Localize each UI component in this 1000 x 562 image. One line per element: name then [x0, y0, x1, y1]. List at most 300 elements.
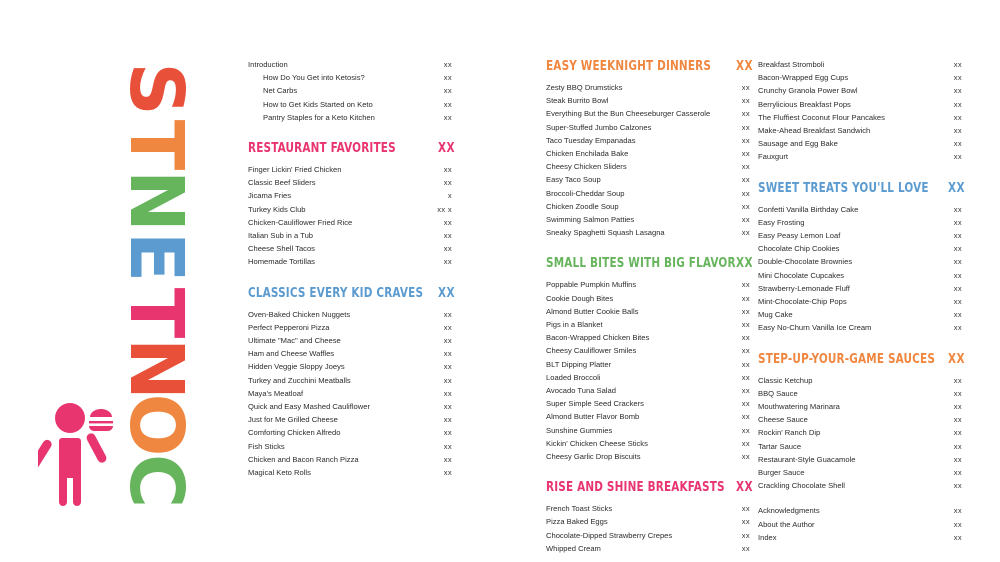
- toc-entry[interactable]: [546, 213, 750, 226]
- toc-entry-title: Just for Me Grilled Cheese: [248, 415, 338, 425]
- toc-entry-page-number: xx: [741, 425, 750, 435]
- toc-entry[interactable]: [546, 107, 750, 120]
- toc-entry[interactable]: [758, 531, 962, 544]
- toc-entry-page-number: xx: [953, 60, 962, 69]
- toc-entry-title: Turkey and Zucchini Meatballs: [248, 375, 351, 385]
- toc-entry[interactable]: [546, 173, 750, 186]
- toc-entry-title: Easy Frosting: [758, 217, 805, 227]
- toc-entry-title: Jicama Fries: [248, 191, 292, 201]
- toc-entry[interactable]: [758, 426, 962, 439]
- toc-entry[interactable]: [546, 371, 750, 384]
- toc-entry[interactable]: [758, 466, 962, 479]
- toc-entry-title: Turkey Kids Club: [248, 204, 306, 214]
- contents-artwork: [0, 0, 240, 562]
- toc-entry[interactable]: [758, 242, 962, 255]
- section-heading-page-number: XX: [948, 179, 966, 196]
- contents-letter-n-5: N: [113, 338, 199, 398]
- toc-entry-page-number: xx: [443, 73, 452, 83]
- toc-entry-title: Ham and Cheese Waffles: [248, 349, 335, 359]
- toc-entry[interactable]: [248, 374, 452, 387]
- toc-entry[interactable]: [758, 295, 962, 308]
- toc-entry[interactable]: [248, 400, 452, 413]
- toc-entry-page-number: xx: [953, 204, 962, 214]
- toc-entry-title: French Toast Sticks: [546, 504, 613, 514]
- toc-column-3: [758, 58, 966, 544]
- toc-entry-title: Mouthwatering Marinara: [758, 402, 840, 412]
- toc-entry[interactable]: [546, 450, 750, 463]
- section-heading-page-number: XX: [736, 255, 754, 272]
- toc-entry[interactable]: [758, 203, 962, 216]
- toc-entry[interactable]: [758, 269, 962, 282]
- toc-entry-page-number: xx: [741, 517, 750, 527]
- toc-entry[interactable]: [758, 374, 962, 387]
- section-heading[interactable]: [546, 255, 753, 271]
- toc-entry-title: Cheese Sauce: [758, 415, 808, 425]
- toc-entry-title: Introduction: [248, 60, 288, 69]
- toc-entry[interactable]: [546, 529, 750, 542]
- toc-entry-page-number: xx: [741, 452, 750, 462]
- toc-entry-page-number: xx: [741, 306, 750, 316]
- toc-entry-page-number: xx: [741, 320, 750, 330]
- spacer: [758, 367, 962, 374]
- toc-entry[interactable]: [248, 71, 452, 84]
- toc-entry-title: Magical Keto Rolls: [248, 468, 311, 478]
- toc-entry-page-number: xx: [953, 428, 962, 438]
- toc-entry-page-number: xx: [953, 99, 962, 109]
- spacer: [248, 301, 452, 308]
- spacer: [758, 196, 962, 203]
- toc-entry-title: Classic Ketchup: [758, 375, 813, 385]
- toc-entry-page-number: xx: [741, 386, 750, 396]
- toc-entry[interactable]: [248, 229, 452, 242]
- toc-column-1: [248, 58, 456, 479]
- section-heading-label: EASY WEEKNIGHT DINNERS: [546, 58, 712, 74]
- toc-entry[interactable]: [546, 331, 750, 344]
- contents-letter-t-4: T: [113, 287, 199, 337]
- toc-entry-title: Oven-Baked Chicken Nuggets: [248, 309, 351, 319]
- toc-entry-title: Mug Cake: [758, 310, 793, 320]
- toc-entry-page-number: xx: [443, 217, 452, 227]
- toc-entry[interactable]: [248, 453, 452, 466]
- toc-entry[interactable]: [546, 424, 750, 437]
- toc-entry[interactable]: [758, 400, 962, 413]
- toc-entry-title: Net Carbs: [263, 86, 298, 96]
- toc-entry-page-number: x: [447, 191, 452, 201]
- toc-entry-page-number: xx: [741, 412, 750, 422]
- toc-entry[interactable]: [546, 358, 750, 371]
- section-heading-label: RISE AND SHINE BREAKFASTS: [546, 479, 725, 496]
- toc-entry-page-number: xx: [443, 428, 452, 438]
- contents-letter-t-1: T: [113, 119, 199, 169]
- toc-entry-title: Breakfast Stromboli: [758, 60, 825, 69]
- toc-entry-page-number: xx: [741, 122, 750, 132]
- toc-entry-title: Cheesy Cauliflower Smiles: [546, 346, 637, 356]
- toc-entry-page-number: xx: [953, 323, 962, 333]
- toc-entry[interactable]: [248, 176, 452, 189]
- toc-entry-title: Poppable Pumpkin Muffins: [546, 280, 637, 290]
- toc-entry[interactable]: [248, 321, 452, 334]
- toc-entry-page-number: xx: [443, 112, 452, 122]
- toc-entry-page-number: xx: [953, 375, 962, 385]
- toc-entry-page-number: xx: [443, 322, 452, 332]
- toc-entry[interactable]: [758, 413, 962, 426]
- toc-entry-title: Burger Sauce: [758, 468, 805, 478]
- contents-letter-e-3: E: [113, 231, 199, 281]
- spacer: [758, 164, 962, 180]
- toc-entry[interactable]: [546, 410, 750, 423]
- spacer: [758, 492, 962, 504]
- toc-entry-title: Swimming Salmon Patties: [546, 215, 635, 225]
- toc-entry[interactable]: [546, 226, 750, 239]
- toc-entry-page-number: xx: [741, 162, 750, 172]
- toc-entry-page-number: xx: [443, 165, 452, 175]
- toc-entry-title: Easy No-Churn Vanilla Ice Cream: [758, 323, 872, 333]
- toc-entry-page-number: xx: [741, 83, 750, 92]
- toc-entry-title: Chocolate-Dipped Strawberry Crepes: [546, 530, 673, 540]
- toc-entry-title: Acknowledgments: [758, 506, 820, 516]
- toc-entry-page-number: xx: [741, 201, 750, 211]
- toc-entry-title: Everything But the Bun Cheeseburger Casserole: [546, 109, 711, 119]
- toc-entry[interactable]: [546, 502, 750, 515]
- toc-entry-page-number: xx: [953, 402, 962, 412]
- toc-entry-page-number: xx: [741, 293, 750, 303]
- section-heading-page-number: XX: [736, 479, 754, 496]
- toc-entry[interactable]: [758, 387, 962, 400]
- toc-entry-title: Chocolate Chip Cookies: [758, 244, 840, 254]
- toc-entry-title: Avocado Tuna Salad: [546, 386, 616, 396]
- toc-entry-title: Fish Sticks: [248, 441, 285, 451]
- toc-entry-title: Whipped Cream: [546, 543, 601, 553]
- toc-entry-page-number: xx: [443, 415, 452, 425]
- contents-letter-o-6: O: [113, 393, 199, 455]
- toc-entry[interactable]: [248, 426, 452, 439]
- toc-entry-title: How Do You Get into Ketosis?: [263, 73, 365, 83]
- section-heading-label: SWEET TREATS YOU'LL LOVE: [758, 179, 929, 196]
- toc-entry[interactable]: [248, 440, 452, 453]
- toc-entry-title: Taco Tuesday Empanadas: [546, 135, 636, 145]
- section-heading[interactable]: [546, 58, 753, 74]
- toc-entry-title: Confetti Vanilla Birthday Cake: [758, 204, 859, 214]
- toc-entry-title: Chicken and Bacon Ranch Pizza: [248, 454, 359, 464]
- section-heading[interactable]: [248, 285, 455, 301]
- toc-entry-title: Berrylicious Breakfast Pops: [758, 99, 851, 109]
- toc-entry-page-number: xx: [443, 178, 452, 188]
- toc-entry-title: BLT Dipping Platter: [546, 359, 612, 369]
- toc-entry-page-number: xx: [741, 504, 750, 514]
- toc-entry-title: Hidden Veggie Sloppy Joeys: [248, 362, 345, 372]
- toc-entry[interactable]: [546, 384, 750, 397]
- toc-entry-page-number: xx: [953, 297, 962, 307]
- toc-entry[interactable]: [758, 282, 962, 295]
- toc-entry[interactable]: [758, 124, 962, 137]
- kid-holding-burger-illustration: [38, 396, 122, 506]
- toc-entry[interactable]: [758, 71, 962, 84]
- toc-entry-page-number: xx: [443, 60, 452, 69]
- toc-entry-page-number: xx: [741, 530, 750, 540]
- toc-entry-page-number: xx: [443, 362, 452, 372]
- toc-entry[interactable]: [248, 413, 452, 426]
- toc-entry-page-number: xx: [443, 349, 452, 359]
- toc-entry[interactable]: [546, 305, 750, 318]
- toc-entry-title: Sausage and Egg Bake: [758, 139, 838, 149]
- toc-entry-page-number: xx: [741, 346, 750, 356]
- toc-entry-page-number: xx: [741, 280, 750, 290]
- toc-entry-title: Easy Peasy Lemon Loaf: [758, 231, 841, 241]
- toc-entry[interactable]: [758, 216, 962, 229]
- toc-entry[interactable]: [248, 203, 452, 216]
- toc-entry-page-number: xx: [953, 244, 962, 254]
- toc-entry-title: Cheesy Garlic Drop Biscuits: [546, 452, 641, 462]
- toc-entry-title: Index: [758, 532, 777, 542]
- toc-entry-page-number: xx: [443, 257, 452, 267]
- toc-entry-page-number: xx: [953, 441, 962, 451]
- toc-entry[interactable]: [758, 453, 962, 466]
- toc-entry-title: Broccoli-Cheddar Soup: [546, 188, 625, 198]
- toc-entry-page-number: xx: [953, 257, 962, 267]
- toc-entry[interactable]: [758, 479, 962, 492]
- section-heading-page-number: XX: [438, 140, 456, 157]
- toc-entry-page-number: xx: [953, 270, 962, 280]
- contents-vertical-title: [108, 60, 204, 510]
- toc-entry-title: Ultimate "Mac" and Cheese: [248, 336, 341, 346]
- toc-entry-page-number: xx: [741, 543, 750, 553]
- toc-entry-title: Mint-Chocolate-Chip Pops: [758, 297, 847, 307]
- toc-entry-page-number: xx: [953, 415, 962, 425]
- toc-entry-page-number: xx: [741, 175, 750, 185]
- toc-entry-page-number: xx: [443, 99, 452, 109]
- toc-entry[interactable]: [248, 308, 452, 321]
- toc-entry-page-number: xx: [741, 228, 750, 238]
- toc-entry-page-number: xx: [741, 188, 750, 198]
- toc-entry-page-number: xx: [953, 468, 962, 478]
- toc-entry[interactable]: [546, 134, 750, 147]
- spacer: [546, 239, 750, 255]
- toc-entry-page-number: xx: [443, 402, 452, 412]
- toc-entry[interactable]: [248, 189, 452, 202]
- section-heading-page-number: XX: [736, 58, 754, 74]
- toc-entry[interactable]: [758, 137, 962, 150]
- toc-entry-page-number: xx: [953, 519, 962, 529]
- toc-entry-page-number: xx: [443, 468, 452, 478]
- toc-column-2: [546, 58, 754, 555]
- toc-entry-title: Pantry Staples for a Keto Kitchen: [263, 112, 375, 122]
- burger-icon: [89, 409, 113, 431]
- toc-entry-title: About the Author: [758, 519, 815, 529]
- toc-entry[interactable]: [758, 518, 962, 531]
- section-heading-label: CLASSICS EVERY KID CRAVES: [248, 284, 424, 301]
- toc-entry[interactable]: [248, 360, 452, 373]
- section-heading-label: STEP-UP-YOUR-GAME SAUCES: [758, 350, 936, 367]
- toc-entry-page-number: xx: [953, 231, 962, 241]
- section-heading-label: RESTAURANT FAVORITES: [248, 140, 396, 157]
- spacer: [248, 124, 452, 140]
- toc-entry[interactable]: [758, 229, 962, 242]
- toc-entry-title: Cheese Shell Tacos: [248, 244, 315, 254]
- toc-entry-page-number: xx: [443, 336, 452, 346]
- toc-entry-title: Easy Taco Soup: [546, 175, 601, 185]
- toc-entry-page-number: xx: [953, 73, 962, 83]
- toc-entry[interactable]: [758, 58, 962, 71]
- spacer: [546, 74, 750, 81]
- toc-entry-page-number: xx: [741, 438, 750, 448]
- toc-entry-title: Rockin' Ranch Dip: [758, 428, 821, 438]
- toc-entry-title: Cheesy Chicken Sliders: [546, 162, 627, 172]
- toc-entry[interactable]: [248, 163, 452, 176]
- spacer: [546, 495, 750, 502]
- toc-entry-title: Chicken-Cauliflower Fried Rice: [248, 217, 353, 227]
- toc-entry-title: Super Simple Seed Crackers: [546, 399, 644, 409]
- toc-entry-title: Finger Lickin' Fried Chicken: [248, 165, 342, 175]
- toc-entry-page-number: xx: [443, 441, 452, 451]
- toc-entry[interactable]: [546, 187, 750, 200]
- toc-entry-title: Almond Butter Cookie Balls: [546, 306, 639, 316]
- toc-entry-page-number: xx: [953, 139, 962, 149]
- toc-entry-page-number: xx: [953, 388, 962, 398]
- toc-entry-title: Perfect Pepperoni Pizza: [248, 322, 330, 332]
- toc-entry-page-number: xx: [443, 244, 452, 254]
- toc-entry[interactable]: [758, 308, 962, 321]
- toc-entry[interactable]: [248, 84, 452, 97]
- toc-entry-title: Comforting Chicken Alfredo: [248, 428, 341, 438]
- toc-entry[interactable]: [546, 515, 750, 528]
- toc-entry-page-number: xx: [953, 310, 962, 320]
- toc-entry[interactable]: [758, 150, 962, 163]
- toc-entry-page-number: xx: [443, 375, 452, 385]
- toc-entry[interactable]: [248, 242, 452, 255]
- toc-entry-title: Chicken Zoodle Soup: [546, 201, 619, 211]
- toc-entry[interactable]: [546, 160, 750, 173]
- toc-entry-title: Pigs in a Blanket: [546, 320, 603, 330]
- toc-entry-page-number: xx: [741, 372, 750, 382]
- toc-entry-page-number: xx: [443, 86, 452, 96]
- toc-entry-title: Tartar Sauce: [758, 441, 802, 451]
- toc-entry-title: BBQ Sauce: [758, 388, 798, 398]
- toc-entry-page-number: xx: [741, 399, 750, 409]
- toc-entry-title: Kickin' Chicken Cheese Sticks: [546, 438, 648, 448]
- toc-entry[interactable]: [248, 334, 452, 347]
- toc-entry-page-number: xx: [953, 217, 962, 227]
- section-heading[interactable]: [546, 479, 753, 495]
- toc-entry[interactable]: [758, 255, 962, 268]
- toc-entry[interactable]: [248, 98, 452, 111]
- toc-entry-title: Sunshine Gummies: [546, 425, 613, 435]
- toc-entry[interactable]: [546, 542, 750, 555]
- toc-entry[interactable]: [248, 111, 452, 124]
- toc-entry-title: Crunchy Granola Power Bowl: [758, 86, 858, 96]
- toc-entry[interactable]: [546, 292, 750, 305]
- toc-entry-title: Mini Chocolate Cupcakes: [758, 270, 845, 280]
- toc-entry-page-number: xx: [741, 135, 750, 145]
- toc-entry[interactable]: [248, 347, 452, 360]
- toc-entry-title: Quick and Easy Mashed Cauliflower: [248, 402, 370, 412]
- contents-letter-s-0: S: [113, 62, 199, 114]
- toc-entry-page-number: xx: [953, 112, 962, 122]
- toc-entry-title: Super-Stuffed Jumbo Calzones: [546, 122, 652, 132]
- toc-entry-title: Zesty BBQ Drumsticks: [546, 83, 623, 92]
- toc-entry-title: Bacon-Wrapped Egg Cups: [758, 73, 849, 83]
- toc-entry-page-number: xx: [953, 283, 962, 293]
- contents-letter-n-2: N: [113, 170, 199, 230]
- toc-entry-title: Make-Ahead Breakfast Sandwich: [758, 126, 871, 136]
- toc-entry[interactable]: [546, 147, 750, 160]
- toc-entry[interactable]: [248, 255, 452, 268]
- toc-entry-title: Sneaky Spaghetti Squash Lasagna: [546, 228, 665, 238]
- section-heading[interactable]: [758, 180, 965, 196]
- toc-entry-title: The Fluffiest Coconut Flour Pancakes: [758, 112, 885, 122]
- toc-entry[interactable]: [248, 466, 452, 479]
- toc-entry-title: Italian Sub in a Tub: [248, 231, 314, 241]
- toc-entry[interactable]: [248, 387, 452, 400]
- toc-entry-title: Restaurant-Style Guacamole: [758, 454, 856, 464]
- section-heading-label: SMALL BITES WITH BIG FLAVOR: [546, 255, 736, 272]
- spacer: [546, 271, 750, 278]
- toc-entry-page-number: xx: [741, 109, 750, 119]
- toc-entry[interactable]: [248, 58, 452, 71]
- toc-entry[interactable]: [546, 121, 750, 134]
- toc-entry-title: Strawberry-Lemonade Fluff: [758, 283, 850, 293]
- toc-entry-title: Almond Butter Flavor Bomb: [546, 412, 640, 422]
- toc-entry-title: Fauxgurt: [758, 152, 788, 162]
- toc-entry-title: Double-Chocolate Brownies: [758, 257, 853, 267]
- toc-entry[interactable]: [546, 278, 750, 291]
- toc-entry-title: Bacon-Wrapped Chicken Bites: [546, 333, 650, 343]
- toc-entry[interactable]: [248, 216, 452, 229]
- toc-entry-page-number: xx: [953, 454, 962, 464]
- toc-entry-page-number: xx: [953, 152, 962, 162]
- toc-entry-title: Loaded Broccoli: [546, 372, 601, 382]
- toc-entry-title: Crackling Chocolate Shell: [758, 481, 845, 491]
- toc-entry-title: Homemade Tortillas: [248, 257, 315, 267]
- section-heading[interactable]: [248, 140, 455, 156]
- toc-entry[interactable]: [758, 84, 962, 97]
- toc-entry[interactable]: [758, 504, 962, 517]
- contents-letter-c-7: C: [113, 453, 199, 507]
- toc-entry-page-number: xx: [443, 309, 452, 319]
- toc-entry-page-number: xx x: [437, 204, 452, 214]
- toc-entry[interactable]: [546, 397, 750, 410]
- toc-entry[interactable]: [758, 98, 962, 111]
- toc-entry[interactable]: [546, 94, 750, 107]
- toc-entry-title: Steak Burrito Bowl: [546, 96, 609, 106]
- toc-entry[interactable]: [546, 318, 750, 331]
- toc-entry-title: How to Get Kids Started on Keto: [263, 99, 373, 109]
- section-heading[interactable]: [758, 351, 965, 367]
- toc-entry[interactable]: [758, 321, 962, 334]
- toc-entry[interactable]: [758, 111, 962, 124]
- toc-entry[interactable]: [546, 344, 750, 357]
- toc-entry[interactable]: [546, 200, 750, 213]
- toc-entry-page-number: xx: [953, 86, 962, 96]
- toc-entry-title: Chicken Enchilada Bake: [546, 149, 629, 159]
- toc-entry-page-number: xx: [443, 388, 452, 398]
- section-heading-page-number: XX: [948, 350, 966, 367]
- toc-entry-page-number: xx: [443, 454, 452, 464]
- toc-entry-page-number: xx: [953, 126, 962, 136]
- toc-entry[interactable]: [546, 81, 750, 94]
- toc-entry-title: Maya's Meatloaf: [248, 388, 304, 398]
- spacer: [248, 269, 452, 285]
- toc-entry-title: Classic Beef Sliders: [248, 178, 316, 188]
- toc-entry[interactable]: [758, 440, 962, 453]
- toc-entry-page-number: xx: [953, 532, 962, 542]
- toc-entry[interactable]: [546, 437, 750, 450]
- spacer: [546, 463, 750, 479]
- spacer: [758, 335, 962, 351]
- toc-entry-title: Cookie Dough Bites: [546, 293, 614, 303]
- section-heading-page-number: XX: [438, 284, 456, 301]
- toc-entry-page-number: xx: [953, 481, 962, 491]
- toc-entry-page-number: xx: [741, 96, 750, 106]
